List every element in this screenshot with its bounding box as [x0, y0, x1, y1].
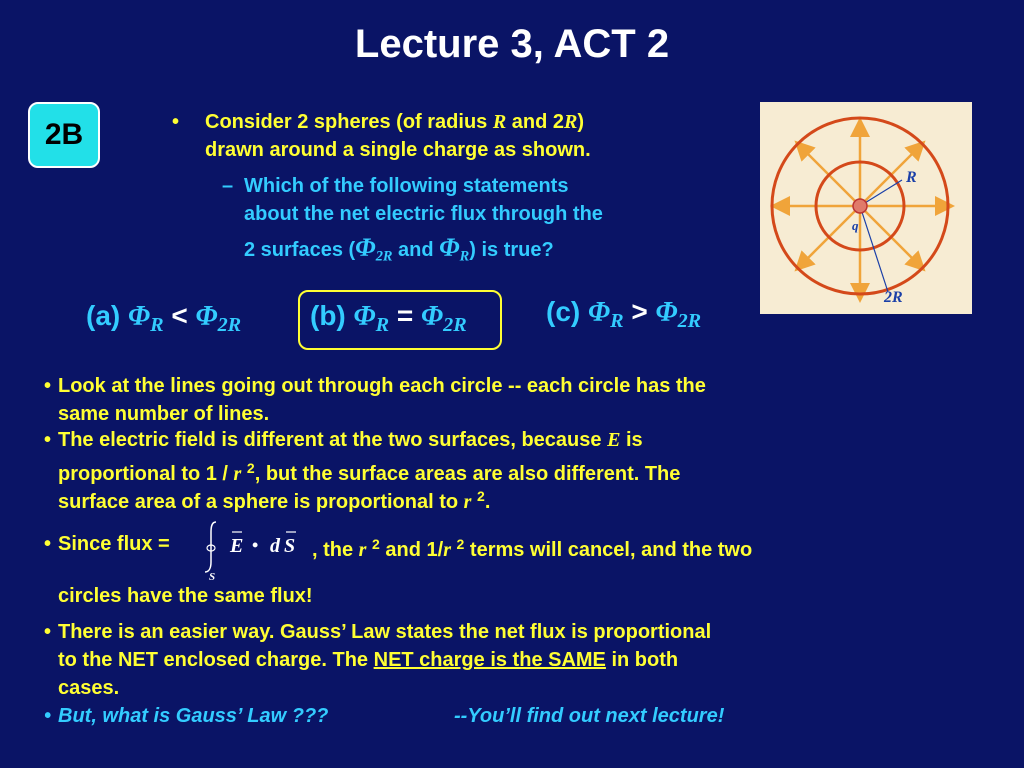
- phi-subscript: R: [150, 314, 164, 337]
- flux-integral-equation: [202, 518, 310, 582]
- exponent: 2: [246, 460, 255, 476]
- slide-title: Lecture 3, ACT 2: [354, 22, 670, 66]
- answer-bullet-4-line-3: cases.: [58, 677, 120, 699]
- answer-text: The electric field is different at the two surfaces, because: [58, 429, 608, 451]
- question-badge: 2B: [28, 102, 100, 168]
- exponent: 2: [456, 536, 465, 552]
- underlined-text: NET charge is the SAME: [373, 649, 606, 671]
- answer-text: is: [620, 429, 643, 451]
- answer-bullet-1-line-1: Look at the lines going out through each circle -- each circle has the: [58, 375, 706, 397]
- phi-subscript: 2R: [677, 310, 702, 333]
- answer-bullet-1-dot: •: [44, 375, 52, 397]
- vector-s: S: [284, 535, 296, 557]
- phi-subscript: R: [375, 314, 390, 337]
- sub-question-line-3: [244, 234, 554, 270]
- answer-text: , but the surface areas are also different. The: [254, 463, 681, 485]
- sub-question-line-1: Which of the following statements: [244, 175, 569, 197]
- sub-question-line-2: about the net electric flux through the: [244, 203, 603, 225]
- phi-symbol: Φ: [439, 233, 460, 262]
- answer-text: in both: [605, 649, 679, 671]
- answer-text: and 1/: [385, 539, 444, 561]
- choice-b-label: (b): [310, 300, 346, 331]
- phi-symbol: Φ: [655, 297, 678, 328]
- label-r: R: [906, 169, 917, 186]
- radius-symbol: R: [492, 111, 507, 133]
- answer-bullet-5-question: But, what is Gauss’ Law ???: [58, 705, 329, 727]
- choice-c[interactable]: [546, 296, 701, 333]
- phi-subscript: 2R: [443, 314, 467, 337]
- phi-symbol: Φ: [353, 301, 376, 332]
- sub-question-text: ) is true?: [469, 239, 554, 261]
- question-bullet: [172, 108, 179, 136]
- sub-dash: –: [222, 175, 234, 197]
- answer-bullet-3-text-a: Since flux =: [58, 533, 170, 555]
- phi-symbol: Φ: [421, 301, 444, 332]
- radius-symbol-r: r: [358, 539, 367, 561]
- radius-symbol-r: r: [443, 539, 451, 561]
- radius-symbol-r: r: [463, 491, 472, 513]
- label-2r: 2R: [884, 289, 903, 306]
- question-text: Consider 2 spheres (of radius: [205, 111, 493, 133]
- answer-bullet-3-text-b: [312, 530, 752, 564]
- answer-bullet-5-dot: •: [44, 705, 52, 727]
- dot-product: •: [252, 535, 259, 555]
- answer-text: proportional to 1 /: [58, 463, 234, 485]
- radius-symbol-r: r: [233, 463, 242, 485]
- phi-subscript: 2R: [375, 248, 393, 265]
- phi-subscript: R: [459, 248, 470, 265]
- answer-bullet-3-dot: •: [44, 533, 52, 555]
- point-charge: [853, 199, 867, 213]
- sub-question-text: 2 surfaces (: [244, 239, 356, 261]
- phi-symbol: Φ: [355, 233, 376, 262]
- vector-e: E: [230, 535, 244, 557]
- spheres-diagram: [760, 102, 972, 314]
- answer-bullet-5-teaser: --You’ll find out next lecture!: [454, 705, 725, 727]
- phi-symbol: Φ: [588, 297, 611, 328]
- answer-bullet-3-line-2: circles have the same flux!: [58, 585, 313, 607]
- phi-symbol: Φ: [128, 301, 151, 332]
- exponent: 2: [477, 488, 485, 504]
- choice-a[interactable]: [86, 300, 241, 337]
- label-q: q: [852, 218, 859, 233]
- phi-symbol: Φ: [195, 301, 218, 332]
- sub-question-text: and: [392, 239, 440, 261]
- phi-subscript: 2R: [217, 314, 242, 337]
- operator-equals: =: [396, 300, 414, 331]
- differential-d: d: [270, 535, 280, 557]
- choice-b[interactable]: [310, 300, 467, 337]
- choice-a-label: (a): [86, 300, 121, 331]
- answer-bullet-4-dot: •: [44, 621, 52, 643]
- answer-bullet-2-dot: •: [44, 429, 52, 451]
- answer-text: to the NET enclosed charge. The: [58, 649, 374, 671]
- operator-less-than: <: [171, 300, 188, 331]
- answer-bullet-1-line-2: same number of lines.: [58, 403, 270, 425]
- question-text: and 2: [506, 111, 564, 133]
- phi-subscript: R: [610, 310, 624, 333]
- exponent: 2: [372, 536, 380, 552]
- answer-bullet-4-line-1: There is an easier way. Gauss’ Law states the net flux is proportional: [58, 621, 712, 643]
- integral-lower-limit: S: [209, 571, 216, 582]
- flux-integral: [202, 518, 310, 582]
- bullet-dot: •: [172, 111, 180, 133]
- radius-symbol: R: [564, 111, 578, 133]
- choice-c-label: (c): [546, 296, 581, 327]
- answer-text: surface area of a sphere is proportional to: [58, 491, 464, 513]
- operator-greater-than: >: [631, 296, 648, 327]
- answer-text: terms will cancel, and the two: [469, 539, 753, 561]
- answer-bullet-2-line-1: [58, 426, 643, 454]
- answer-text: .: [484, 491, 491, 513]
- answer-bullet-2-line-3: [58, 482, 490, 516]
- field-symbol-e: E: [607, 429, 621, 451]
- spheres-figure: [760, 102, 972, 314]
- question-line-2: drawn around a single charge as shown.: [205, 139, 591, 161]
- answer-text: , the: [312, 539, 359, 561]
- answer-bullet-4-line-2: [58, 646, 678, 674]
- question-text: ): [577, 111, 585, 133]
- question-line-1: [205, 108, 584, 136]
